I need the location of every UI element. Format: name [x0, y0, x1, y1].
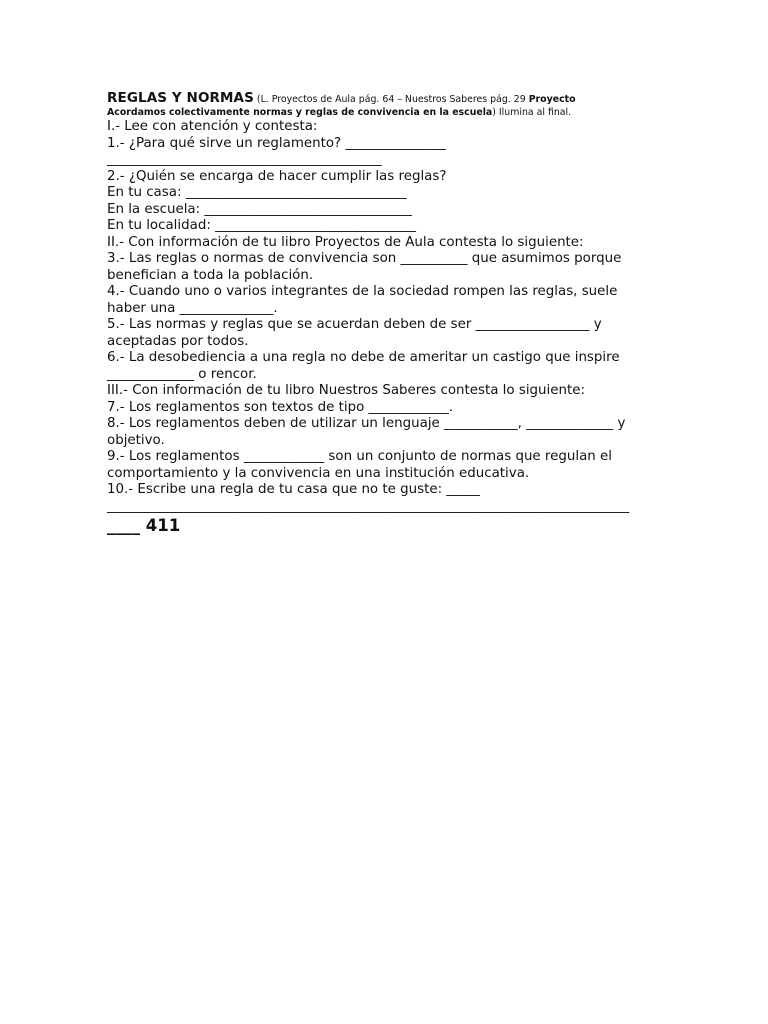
- question-9-cont: comportamiento y la convivencia en una institución educativa.: [107, 465, 530, 481]
- question-4: 4.- Cuando uno o varios integrantes de la sociedad rompen las reglas, suele: [107, 284, 618, 299]
- question-1: 1.- ¿Para qué sirve un reglamento? _______________: [107, 135, 446, 151]
- project-label: Proyecto: [528, 94, 576, 105]
- question-3-cont: benefician a toda la población.: [107, 267, 314, 283]
- page-number: 411: [145, 516, 181, 535]
- question-7: 7.- Los reglamentos son textos de tipo ____________.: [107, 399, 454, 415]
- worksheet-title: REGLAS Y NORMAS: [107, 90, 254, 106]
- worksheet: [107, 92, 663, 537]
- question-8: 8.- Los reglamentos deben de utilizar un lenguaje ___________, _____________ y: [107, 416, 626, 431]
- question-3: 3.- Las reglas o normas de convivencia son __________ que asumimos porque: [107, 251, 622, 266]
- answer-school: En la escuela: _______________________________: [107, 201, 412, 217]
- worksheet-header: [107, 92, 663, 106]
- reference-text: (L. Proyectos de Aula pág. 64 – Nuestros Saberes pág. 29: [256, 94, 526, 105]
- worksheet-subheader: [107, 106, 663, 119]
- question-6-cont: _____________ o rencor.: [107, 366, 257, 382]
- instruction-note: ) Ilumina al final.: [492, 107, 572, 118]
- question-5: 5.- Las normas y reglas que se acuerdan deben de ser _________________ y: [107, 317, 602, 332]
- section-3-heading: III.- Con información de tu libro Nuestros Saberes contesta lo siguiente:: [107, 383, 585, 398]
- answer-line-10: ______________________________________________________________________________: [107, 498, 630, 514]
- section-1-heading: I.- Lee con atención y contesta:: [107, 119, 318, 134]
- final-line: [107, 515, 663, 537]
- answer-line-1: _________________________________________: [107, 152, 382, 167]
- question-10: 10.- Escribe una regla de tu casa que no te guste: _____: [107, 482, 480, 497]
- answer-home: En tu casa: _________________________________: [107, 185, 407, 200]
- question-6: 6.- La desobediencia a una regla no debe de ameritar un castigo que inspire: [107, 350, 620, 365]
- project-name: Acordamos colectivamente normas y reglas de convivencia en la escuela: [107, 107, 493, 118]
- question-5-cont: aceptadas por todos.: [107, 333, 249, 349]
- answer-locality: En tu localidad: ______________________________: [107, 218, 416, 233]
- final-underscores: ____: [107, 516, 140, 535]
- question-4-cont: haber una ______________.: [107, 300, 278, 316]
- question-2: 2.- ¿Quién se encarga de hacer cumplir las reglas?: [107, 168, 447, 184]
- question-9: 9.- Los reglamentos ____________ son un conjunto de normas que regulan el: [107, 449, 612, 464]
- section-2-heading: II.- Con información de tu libro Proyectos de Aula contesta lo siguiente:: [107, 234, 584, 250]
- question-8-cont: objetivo.: [107, 432, 165, 448]
